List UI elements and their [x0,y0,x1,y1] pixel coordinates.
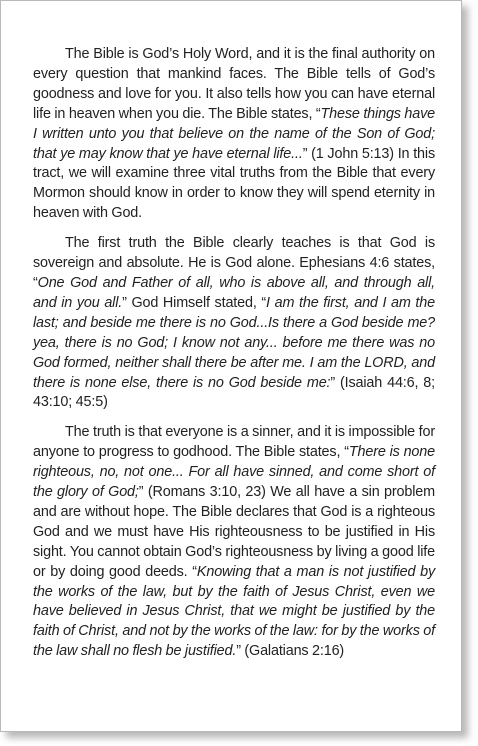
paragraph-text: ” (Galatians 2:16) [236,643,345,660]
paragraph-bible-authority [33,45,435,224]
paragraph-god-sovereign [33,234,435,413]
paragraph-text: The first truth the Bible clearly teaches is that God is sovereign and absolute. He is God alone. Ephesians 4:6 states, “ [33,235,435,291]
paragraph-text: ” God Himself stated, “ [122,294,267,311]
paragraph-text: The Bible is God’s Holy Word, and it is the final authority on every question that mankind faces. The Bible tells of God’s goodness and love for you. It also tells how you can have eternal life in heaven when you die. The Bible states, “ [33,46,435,122]
scripture-quote: I am the first, and I am the last; and beside me there is no God...Is there a God beside me? yea, there is no God; I know not any... before me there was no God formed, neither shall there be after me. I am the LORD, and there is none else, there is no God beside me: [33,294,435,391]
tract-body [33,45,435,672]
paragraph-everyone-sinner [33,423,435,662]
scripture-quote: There is none righteous, no, not one... For all have sinned, and come short of the glory of God; [33,444,435,501]
paragraph-text: ” (Isaiah 44:6, 8; 43:10; 45:5) [33,374,435,411]
scripture-quote: These things have I written unto you that believe on the name of the Son of God; that ye may know that ye have eternal life... [33,105,436,162]
scripture-quote: Knowing that a man is not justified by the works of the law, but by the faith of Jesus Christ, even we have believed in Jesus Christ, that we might be justified by the faith of Christ, and not by the works of the law: for by the works of the law shall no flesh be justified. [33,563,435,660]
scripture-quote: One God and Father of all, who is above all, and through all, and in you all. [33,274,435,311]
paragraph-text: The truth is that everyone is a sinner, and it is impossible for anyone to progress to godhood. The Bible states, “ [33,424,435,461]
paragraph-text: ” (1 John 5:13) In this tract, we will examine three vital truths from the Bible that every Mormon should know in order to know they will spend eternity in heaven with God. [33,145,436,222]
paragraph-text: ” (Romans 3:10, 23) We all have a sin problem and are without hope. The Bible declares that God is a righteous God and we must have His righteousness to be justified in His sight. You cannot obtain God’s righteousness by living a good life or by doing good deeds. “ [33,484,435,580]
